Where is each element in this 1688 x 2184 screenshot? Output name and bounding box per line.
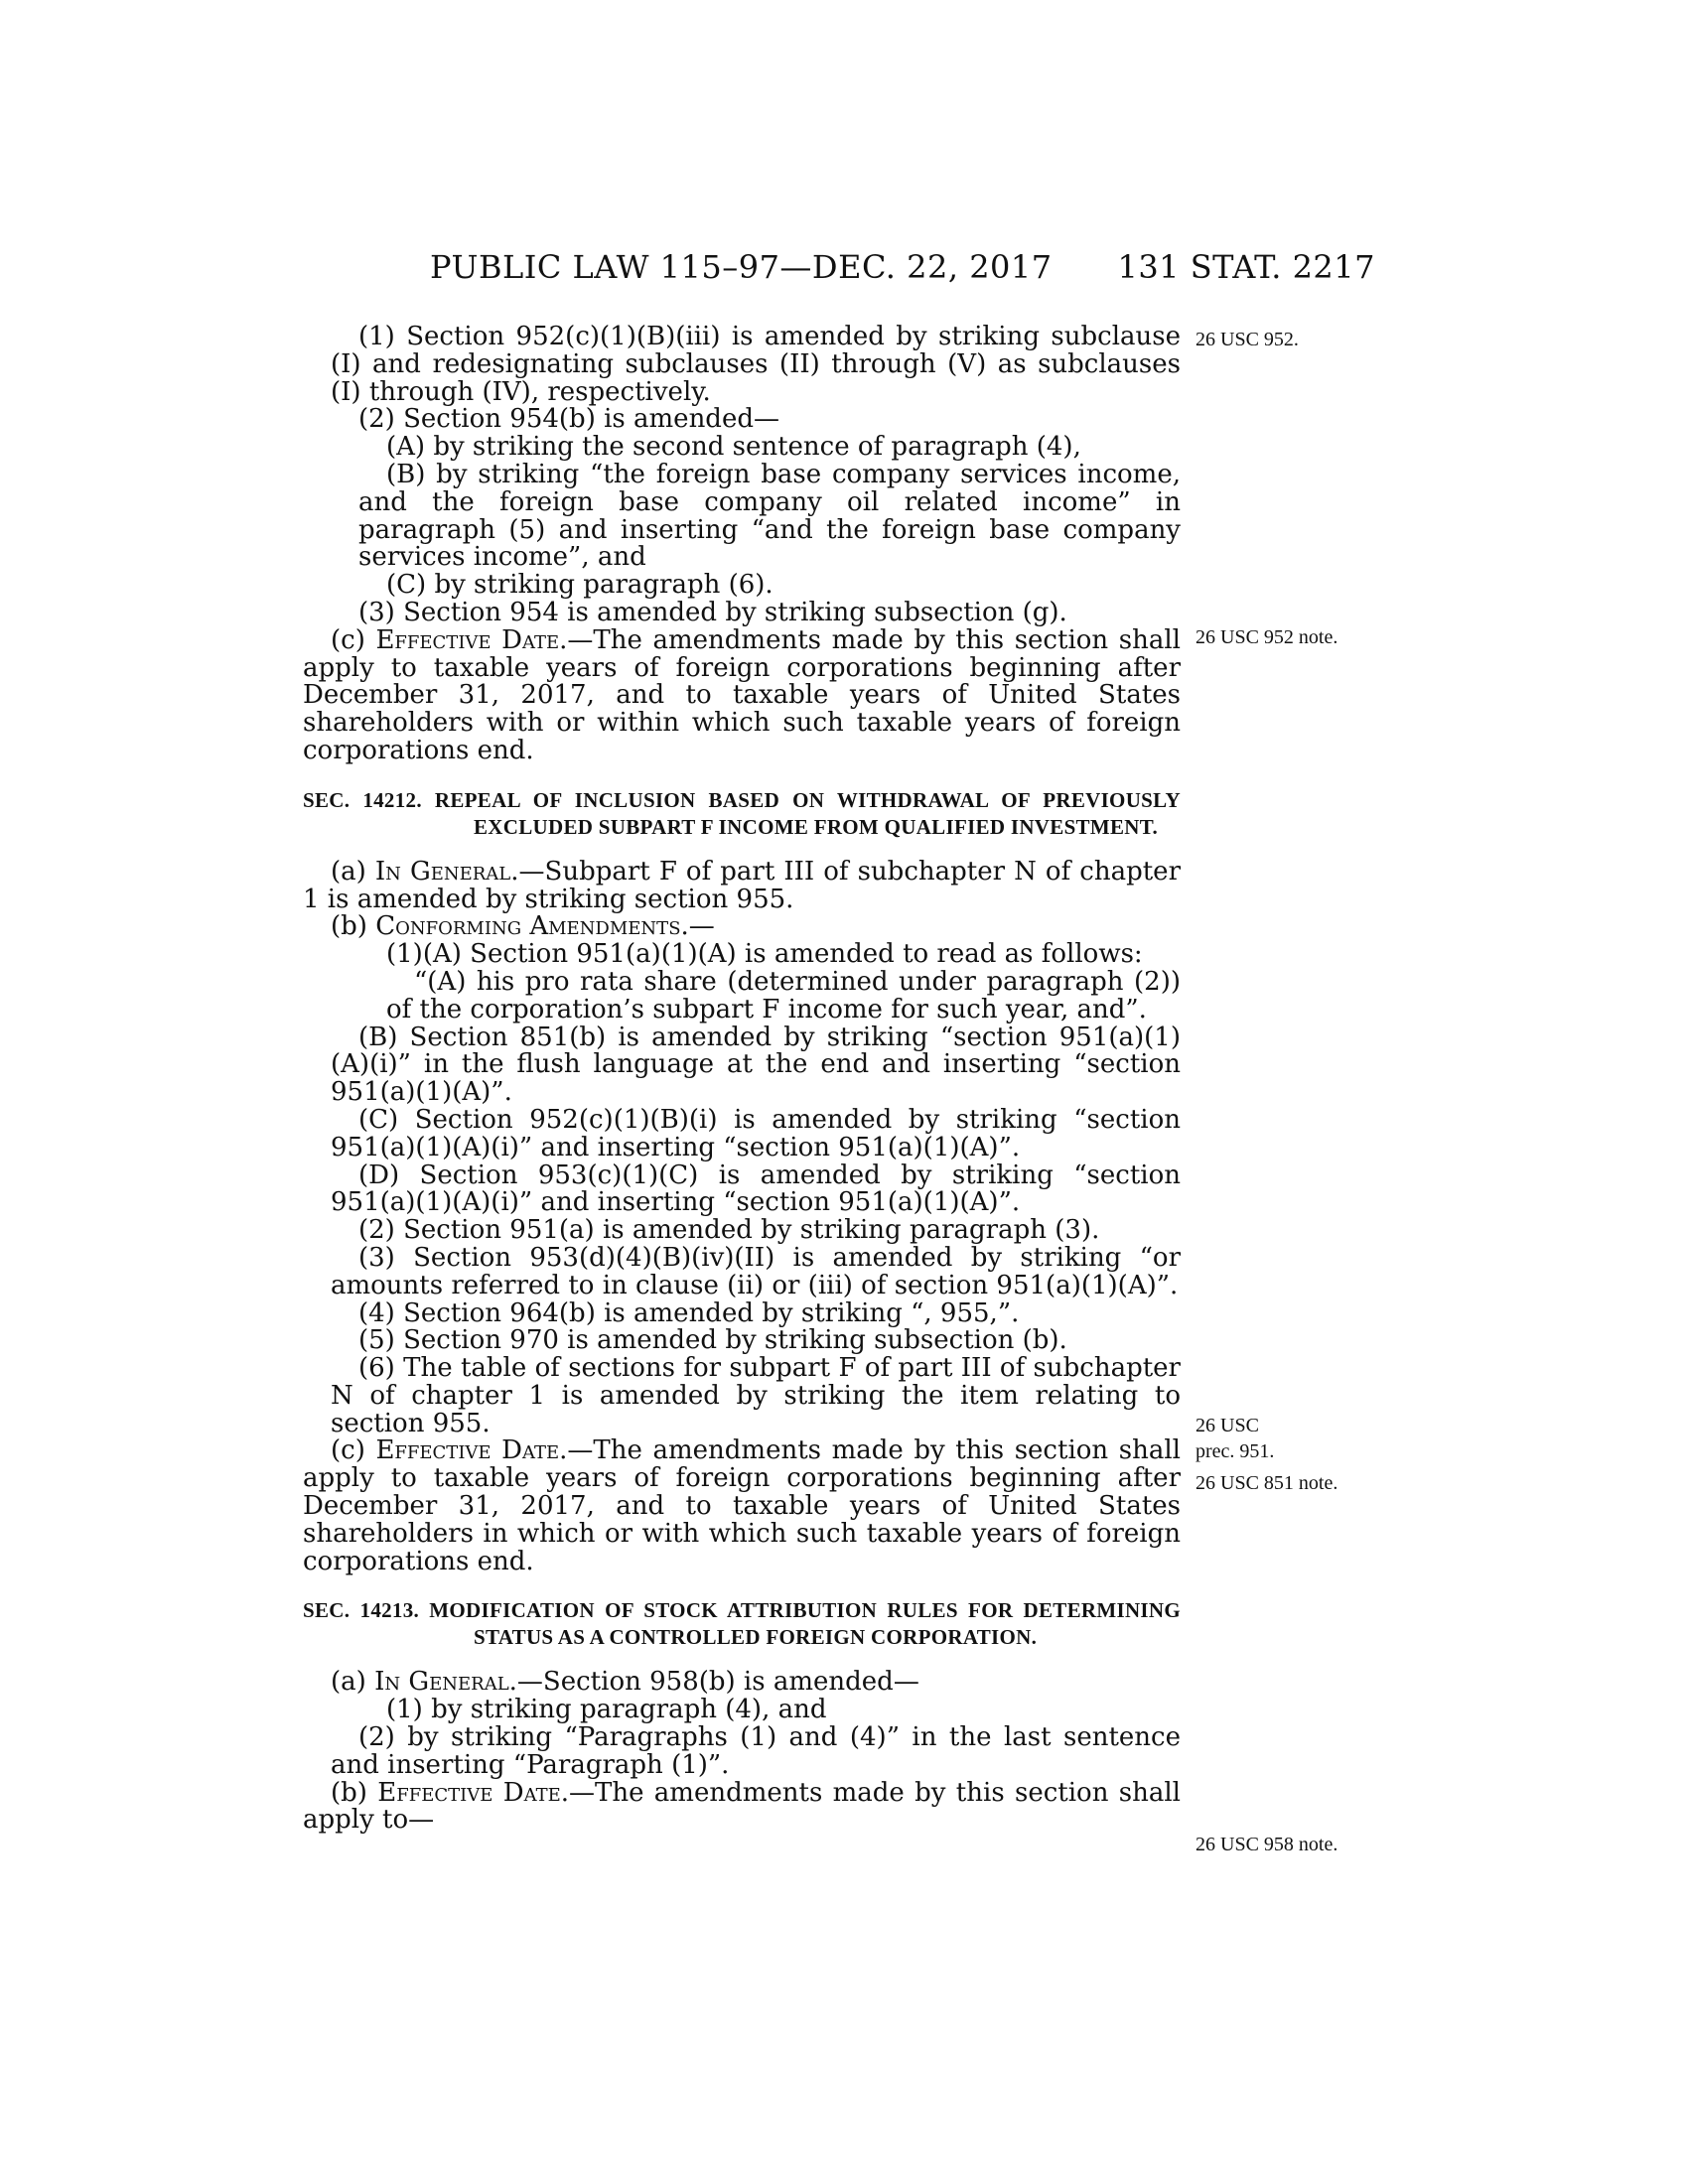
paragraph-text: .—Subpart F of part III of subchapter N of chapter 1 is amended by striking section 955. — [303, 856, 1181, 914]
section-heading-14213: SEC. 14213. MODIFICATION OF STOCK ATTRIBUTION RULES FOR DETERMINING STATUS AS A CONTROLLED FOREIGN CORPORATION. — [303, 1598, 1181, 1650]
statute-page-number: 131 STAT. 2217 — [1117, 248, 1375, 286]
paragraph-lead: (b) — [331, 1777, 378, 1808]
paragraph: (1) Section 952(c)(1)(B)(iii) is amended by striking subclause (I) and redesignating subclauses (II) through (V) as subclauses (I) through (IV), respectively. — [331, 322, 1181, 407]
paragraph-lead: (c) — [331, 624, 376, 655]
paragraph-text: .—Section 958(b) is amended— — [508, 1667, 919, 1698]
paragraph-lead: (b) — [331, 911, 376, 942]
paragraph: (3) Section 953(d)(4)(B)(iv)(II) is amended by striking “or amounts referred to in clause (ii) or (iii) of section 951(a)(1)(A)”. — [331, 1242, 1181, 1300]
paragraph-caption: In General — [374, 856, 511, 887]
paragraph-caption: Effective Date — [377, 1777, 561, 1808]
paragraph-caption: Effective Date — [375, 624, 560, 655]
paragraph-text: .— — [680, 911, 715, 942]
paragraph — [303, 856, 1181, 914]
paragraph: (2) by striking “Paragraphs (1) and (4)” in the last sentence and inserting “Paragraph (1)”. — [331, 1722, 1181, 1780]
paragraph-lead: (c) — [331, 1435, 376, 1466]
paragraph: (B) by striking “the foreign base company services income, and the foreign base company oil related income” in paragraph (5) and inserting “and the foreign base company services income”, and — [358, 459, 1181, 573]
paragraph — [303, 1669, 1181, 1697]
paragraph-lead: (a) — [331, 856, 375, 887]
margin-note: 26 USC 952. — [1196, 329, 1299, 350]
paragraph: (3) Section 954 is amended by striking subsection (g). — [358, 597, 1067, 627]
paragraph: (1)(A) Section 951(a)(1)(A) is amended to read as follows: — [386, 939, 1143, 970]
quoted-paragraph: “(A) his pro rata share (determined under paragraph (2)) of the corporation’s subpart F income for such year, and”. — [386, 966, 1181, 1024]
paragraph — [303, 1437, 1181, 1575]
paragraph-caption: Conforming Amendments — [375, 911, 681, 942]
paragraph: (5) Section 970 is amended by striking subsection (b). — [358, 1325, 1067, 1356]
paragraph-lead: (a) — [331, 1667, 375, 1698]
margin-note: 26 USC 851 note. — [1196, 1472, 1338, 1494]
paragraph: (1) by striking paragraph (4), and — [386, 1695, 827, 1725]
paragraph — [303, 1777, 1181, 1836]
paragraph: (2) Section 951(a) is amended by striking paragraph (3). — [358, 1215, 1100, 1246]
paragraph: (2) Section 954(b) is amended— — [358, 404, 779, 435]
paragraph: (C) by striking paragraph (6). — [386, 570, 774, 601]
margin-note: prec. 951. — [1196, 1440, 1275, 1462]
paragraph-text: .—The amendments made by this section shall apply to taxable years of foreign corporations beginning after December 31, 2017, and to taxable years of United States shareholders with or within which such taxable years of foreign corporations end. — [303, 624, 1181, 765]
paragraph-text: .—The amendments made by this section shall apply to— — [303, 1777, 1181, 1836]
paragraph — [303, 624, 1181, 765]
paragraph: (4) Section 964(b) is amended by striking “, 955,”. — [358, 1297, 1020, 1328]
paragraph: (B) Section 851(b) is amended by striking “section 951(a)(1)(A)(i)” in the flush language at the end and inserting “section 951(a)(1)(A)”. — [331, 1022, 1181, 1108]
paragraph: (D) Section 953(c)(1)(C) is amended by striking “section 951(a)(1)(A)(i)” and inserting “section 951(a)(1)(A)”. — [331, 1160, 1181, 1218]
margin-note: 26 USC — [1196, 1415, 1259, 1436]
paragraph: (C) Section 952(c)(1)(B)(i) is amended by striking “section 951(a)(1)(A)(i)” and inserting “section 951(a)(1)(A)”. — [331, 1104, 1181, 1162]
statute-body — [303, 324, 1181, 1835]
paragraph-text: .—The amendments made by this section shall apply to taxable years of foreign corporations beginning after December 31, 2017, and to taxable years of United States shareholders in which or with which such taxable years of foreign corporations end. — [303, 1435, 1181, 1576]
paragraph-caption: Effective Date — [375, 1435, 560, 1466]
public-law-citation: PUBLIC LAW 115–97—DEC. 22, 2017 — [430, 248, 1053, 286]
margin-note: 26 USC 952 note. — [1196, 626, 1338, 648]
paragraph: (6) The table of sections for subpart F of part III of subchapter N of chapter 1 is amended by striking the item relating to section 955. — [331, 1353, 1181, 1438]
section-heading-14212: SEC. 14212. REPEAL OF INCLUSION BASED ON WITHDRAWAL OF PREVIOUSLY EXCLUDED SUBPART F INCOME FROM QUALIFIED INVESTMENT. — [303, 787, 1181, 839]
margin-note: 26 USC 958 note. — [1196, 1834, 1338, 1855]
paragraph: (A) by striking the second sentence of paragraph (4), — [386, 432, 1081, 463]
paragraph-caption: In General — [374, 1667, 509, 1698]
running-header — [303, 248, 1375, 292]
paragraph — [303, 913, 1181, 941]
